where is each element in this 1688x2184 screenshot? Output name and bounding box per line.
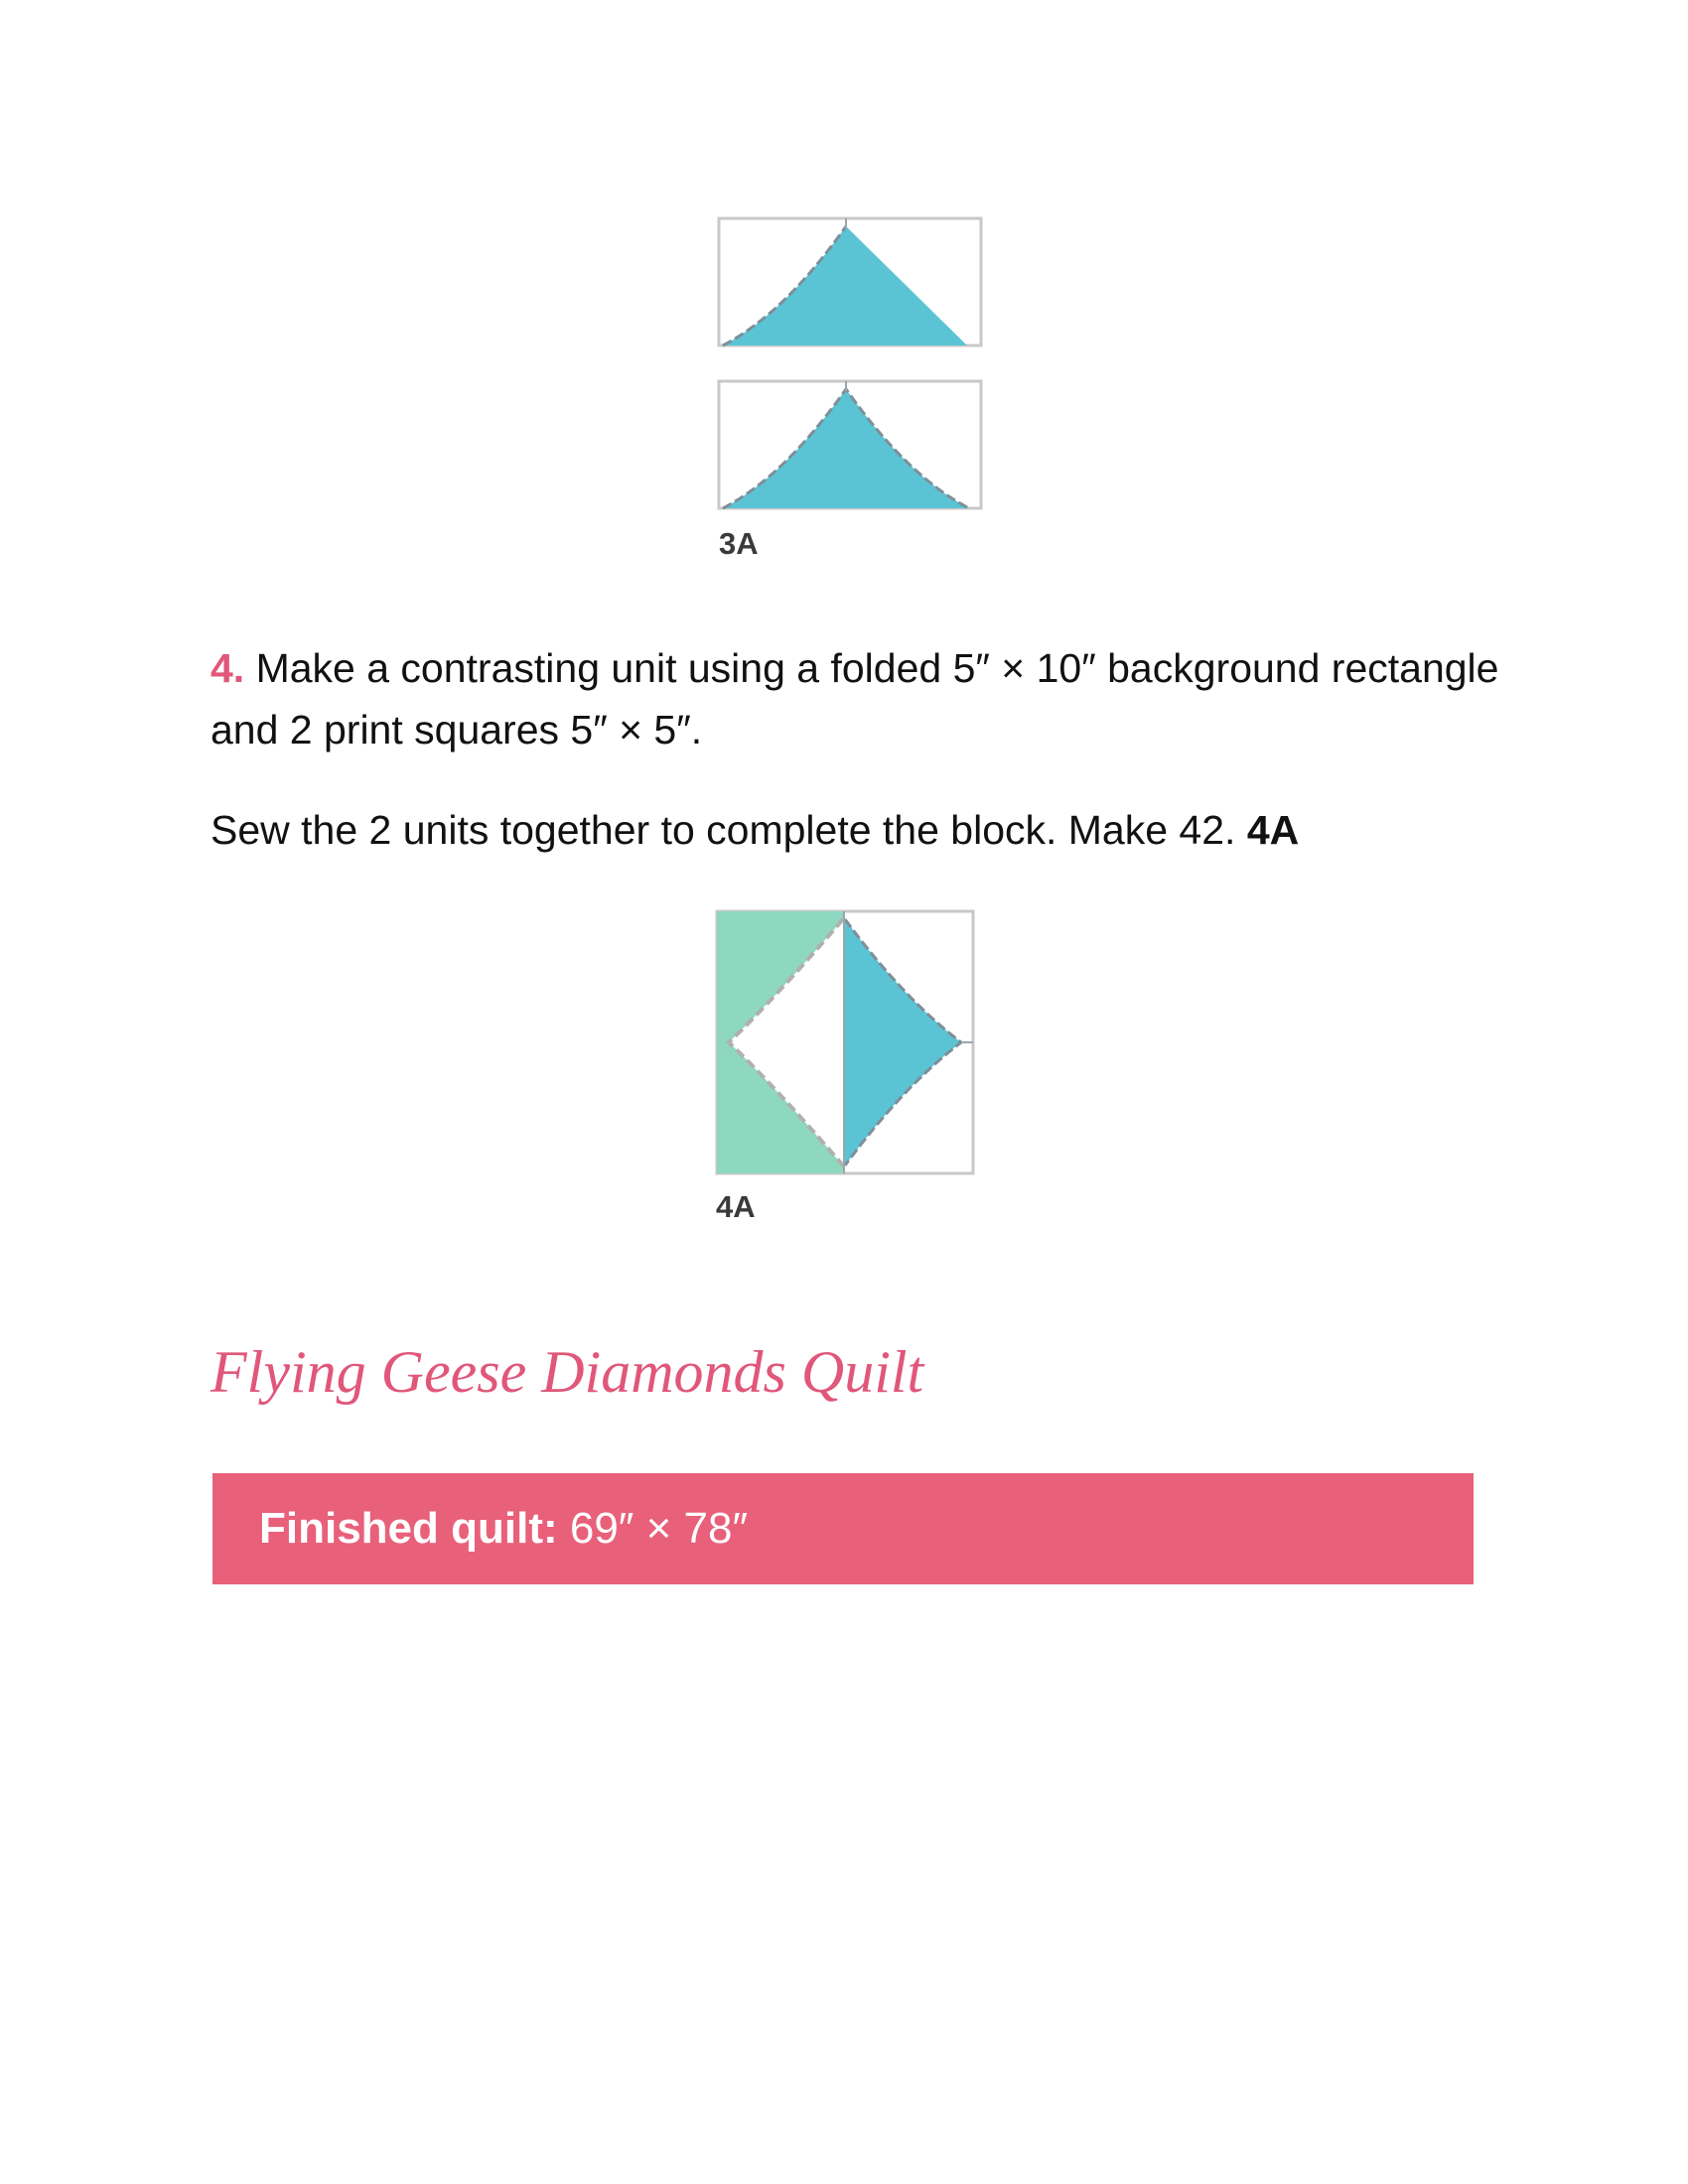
section-title: Flying Geese Diamonds Quilt xyxy=(211,1339,924,1405)
finished-quilt-label: Finished quilt: xyxy=(259,1504,558,1553)
step-4-instruction-paragraph xyxy=(211,799,1501,861)
step-4-paragraph xyxy=(211,637,1501,760)
figure-4a-label: 4A xyxy=(716,1189,756,1224)
contrasting-unit-left xyxy=(717,911,845,1173)
finished-quilt-value: 69″ × 78″ xyxy=(557,1504,749,1553)
finished-quilt-banner xyxy=(212,1473,1474,1584)
figure-3a-diagram xyxy=(717,216,985,516)
figure-4a xyxy=(715,909,977,1179)
figure-reference-4a: 4A xyxy=(1246,807,1300,853)
finished-quilt-text xyxy=(259,1504,748,1554)
flying-geese-unit-bottom xyxy=(719,381,981,508)
flying-geese-unit-top xyxy=(719,218,981,345)
figure-3a-label: 3A xyxy=(719,526,759,561)
figure-4a-diagram xyxy=(715,909,977,1179)
figure-3a xyxy=(717,216,985,516)
step-4-text: Make a contrasting unit using a folded 5″ × 10″ background rectangle and 2 print squares 5″ × 5″. xyxy=(211,645,1499,752)
step-number: 4. xyxy=(211,645,245,691)
step-4-instruction: Sew the 2 units together to complete the block. Make 42. xyxy=(211,807,1247,853)
